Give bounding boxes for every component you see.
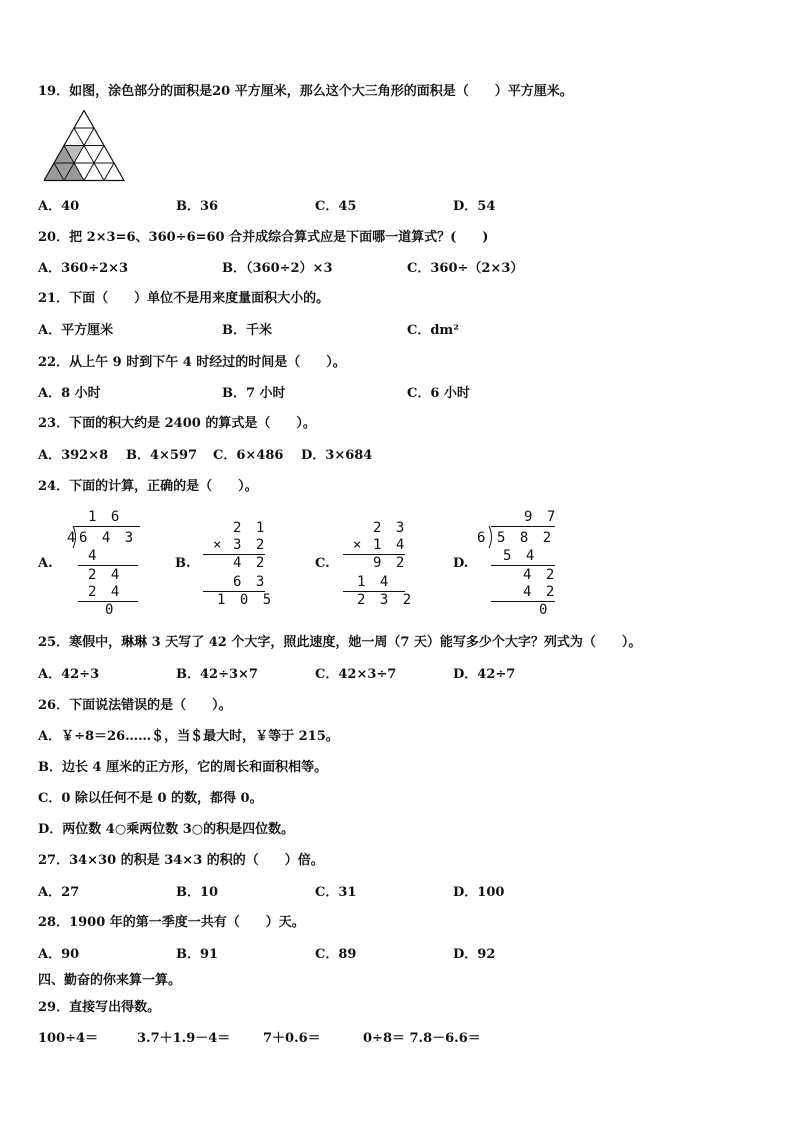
question-24: 24．下面的计算，正确的是（ ）。 [38,479,258,494]
question-22: 22．从上午 9 时到下午 4 时经过的时间是（ ）。 [38,355,346,370]
q25-option-a[interactable]: A．42÷3 [38,667,100,682]
q19-option-b[interactable]: B．36 [176,199,219,214]
q21-option-b[interactable]: B．千米 [222,323,272,338]
question-27: 27．34×30 的积是 34×3 的积的（ ）倍。 [38,853,324,868]
q29-item-4[interactable]: 0÷8＝ 7.8－6.6＝ [363,1031,481,1046]
q23-option-d[interactable]: D．3×684 [301,448,373,463]
quotient: 9 7 [524,509,559,525]
q25-option-d[interactable]: D．42÷7 [453,667,516,682]
q23-option-c[interactable]: C．6×486 [213,448,284,463]
q19-option-c[interactable]: C．45 [315,199,357,214]
q25-option-c[interactable]: C．42×3÷7 [315,667,397,682]
triangle-figure [44,110,126,184]
q22-option-c[interactable]: C．6 小时 [407,386,470,401]
q22-option-b[interactable]: B．7 小时 [222,386,286,401]
q23-option-a[interactable]: A．392×8 [38,448,109,463]
q21-option-c[interactable]: C．dm² [407,323,459,338]
q29-item-1[interactable]: 100÷4＝ [38,1031,99,1046]
q20-option-a[interactable]: A．360÷2×3 [38,261,129,276]
q27-option-b[interactable]: B．10 [176,885,219,900]
question-29: 29．直接写出得数。 [38,1000,161,1015]
q20-option-c[interactable]: C．360÷（2×3） [407,261,524,276]
q26-option-d[interactable]: D．两位数 4○乘两位数 3○的积是四位数。 [38,822,295,837]
option-label: C. [315,556,330,571]
q19-option-a[interactable]: A．40 [38,199,80,214]
divisor: 4 [67,530,79,546]
q23-option-b[interactable]: B．4×597 [126,448,198,463]
q26-option-c[interactable]: C．0 除以任何不是 0 的数，都得 0。 [38,791,263,806]
q28-option-a[interactable]: A．90 [38,947,80,962]
question-23: 23．下面的积大约是 2400 的算式是（ ）。 [38,416,316,431]
q29-item-2[interactable]: 3.7＋1.9－4＝ [137,1031,231,1046]
q26-option-a[interactable]: A．￥÷8＝26……＄，当＄最大时，￥等于 215。 [38,729,339,744]
q24-option-b[interactable]: B. 2 1 × 3 2 4 2 6 3 1 0 5 [175,520,275,608]
q21-option-a[interactable]: A．平方厘米 [38,323,114,338]
option-label: D. [453,556,469,571]
q26-option-b[interactable]: B．边长 4 厘米的正方形，它的周长和面积相等。 [38,760,328,775]
option-label: B. [175,556,191,571]
q29-item-3[interactable]: 7＋0.6＝ [263,1031,321,1046]
q27-option-c[interactable]: C．31 [315,885,357,900]
question-21: 21．下面（ ）单位不是用来度量面积大小的。 [38,291,330,306]
q24-option-c[interactable]: C. 2 3 × 1 4 9 2 1 4 2 3 2 [315,520,415,608]
question-25: 25．寒假中，琳琳 3 天写了 42 个大字，照此速度，她一周（7 天）能写多少个大字？列式为（ ）。 [38,635,642,650]
dividend: 6 4 3 [79,530,137,546]
divisor: 6 [477,530,489,546]
q20-option-b[interactable]: B．（360÷2）×3 [222,261,333,276]
q22-option-a[interactable]: A．8 小时 [38,386,101,401]
dividend: 5 8 2 [497,530,555,546]
question-26: 26．下面说法错误的是（ ）。 [38,698,232,713]
question-28: 28．1900 年的第一季度一共有（ ）天。 [38,915,305,930]
q27-option-a[interactable]: A．27 [38,885,80,900]
question-19: 19．如图，涂色部分的面积是20 平方厘米，那么这个大三角形的面积是（ ）平方厘米。 [38,84,573,99]
q28-option-b[interactable]: B．91 [176,947,219,962]
q24-option-a[interactable]: A. 1 6 4 6 4 3 4 2 4 2 4 0 [38,506,158,626]
q27-option-d[interactable]: D．100 [453,885,505,900]
q28-option-d[interactable]: D．92 [453,947,496,962]
q28-option-c[interactable]: C．89 [315,947,357,962]
q24-option-d[interactable]: D. 9 7 6 5 8 2 5 4 4 2 4 2 0 [453,509,559,618]
section-title: 四、勤奋的你来算一算。 [38,973,182,988]
option-label: A. [38,556,53,571]
q25-option-b[interactable]: B．42÷3×7 [176,667,258,682]
q19-option-d[interactable]: D．54 [453,199,496,214]
question-20: 20．把 2×3=6、360÷6=60 合并成综合算式应是下面哪一道算式？( ) [38,230,489,245]
quotient: 1 6 [88,509,123,525]
